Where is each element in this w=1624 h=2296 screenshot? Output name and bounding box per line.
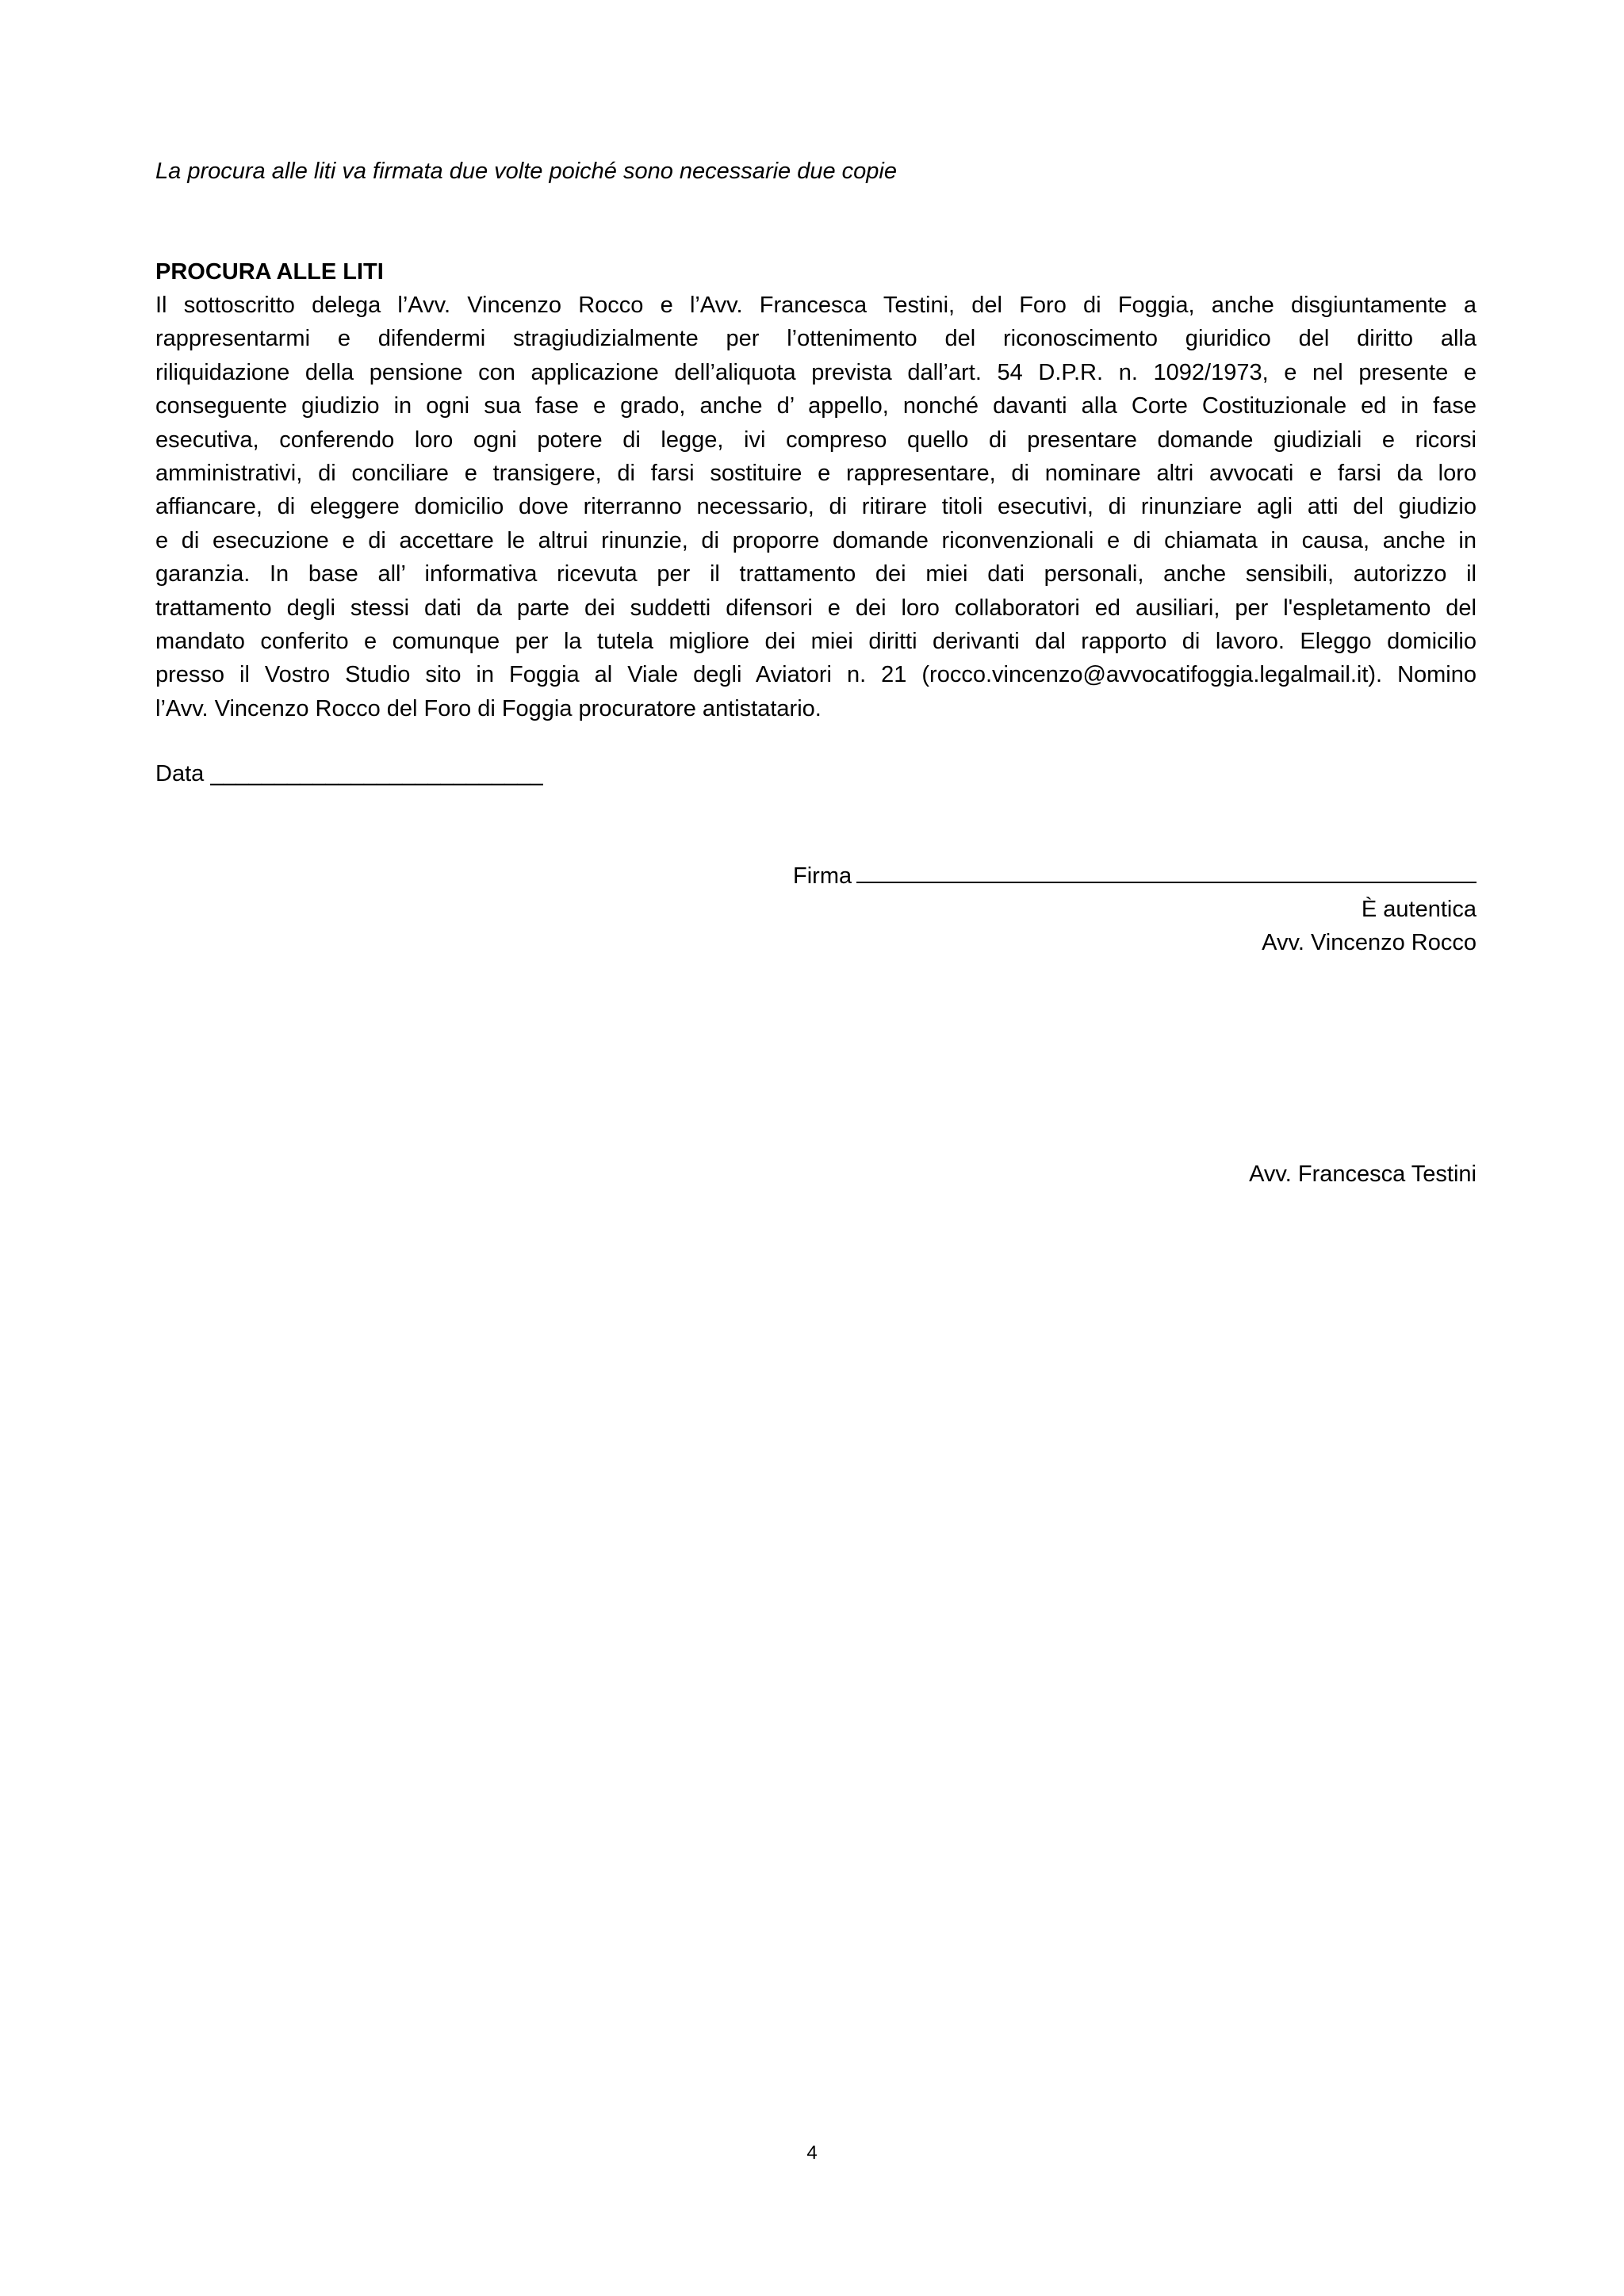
authentication-label: È autentica [1361,897,1477,922]
body-line: conseguente giudizio in ogni sua fase e grado, anche d’ appello, nonché davanti alla Corte Costituzionale ed in fase [155,393,1477,419]
body-line: rappresentarmi e difendermi stragiudizialmente per l’ottenimento del riconoscimento giuridico del diritto alla [155,326,1477,352]
body-line: Il sottoscritto delega l’Avv. Vincenzo Rocco e l’Avv. Francesca Testini, del Foro di Foggia, anche disgiuntamente a [155,293,1477,318]
lawyer-name-testini: Avv. Francesca Testini [1249,1161,1477,1187]
body-line: trattamento degli stessi dati da parte dei suddetti difensori e dei loro collaboratori ed ausiliari, per l'espletamento del [155,595,1477,621]
date-field: Data __________________________ [155,761,543,786]
body-line: affiancare, di eleggere domicilio dove riterranno necessario, di ritirare titoli esecutivi, di rinunziare agli atti del giudizio [155,494,1477,520]
signature-label: Firma [793,863,852,889]
body-line: e di esecuzione e di accettare le altrui rinunzie, di proporre domande riconvenzionali e di chiamata in causa, anche in [155,527,1477,553]
body-line: amministrativi, di conciliare e transigere, di farsi sostituire e rappresentare, di nominare altri avvocati e farsi da loro [155,460,1477,486]
page-number: 4 [806,2142,818,2164]
signature-line [856,858,1477,883]
instruction-note: La procura alle liti va firmata due volte poiché sono necessarie due copie [155,159,897,184]
body-line: riliquidazione della pensione con applicazione dell’aliquota prevista dall’art. 54 D.P.R. n. 1092/1973, e nel presente e [155,359,1477,385]
body-line: presso il Vostro Studio sito in Foggia al Viale degli Aviatori n. 21 (rocco.vincenzo@avvocatifoggia.legalmail.it). Nomino [155,662,1477,688]
body-line: esecutiva, conferendo loro ogni potere di legge, ivi compreso quello di presentare domande giudiziali e ricorsi [155,427,1477,453]
body-line: mandato conferito e comunque per la tutela migliore dei miei diritti derivanti dal rapporto di lavoro. Eleggo domicilio [155,628,1477,654]
signature-row [793,858,1477,893]
body-line: l’Avv. Vincenzo Rocco del Foro di Foggia procuratore antistatario. [155,695,822,721]
signature-block [793,858,1477,959]
section-heading: PROCURA ALLE LITI [155,259,384,285]
lawyer-name-rocco: Avv. Vincenzo Rocco [1262,930,1477,955]
power-of-attorney-text [155,289,1477,725]
body-line: garanzia. In base all’ informativa ricevuta per il trattamento dei miei dati personali, anche sensibili, autorizzo il [155,561,1477,587]
